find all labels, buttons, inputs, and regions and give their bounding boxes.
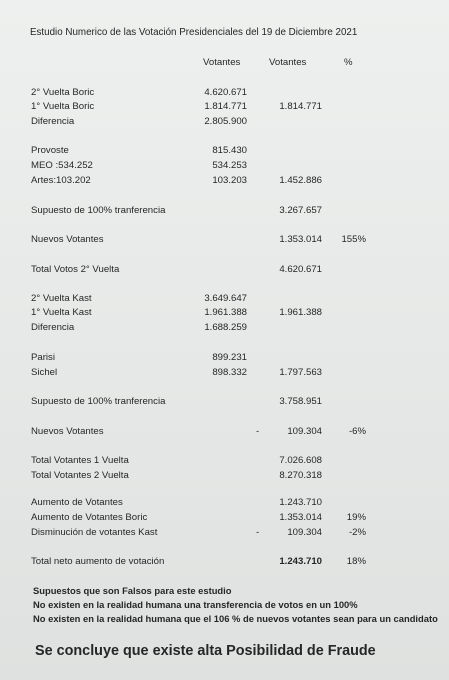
row-label: 1° Vuelta Kast: [31, 307, 92, 318]
row-votantes-2: 1.353.014: [279, 512, 322, 523]
row-dash: -: [256, 426, 260, 437]
row-label: Artes:103.202: [31, 175, 91, 186]
document-title: Estudio Numerico de las Votación Presidenciales del 19 de Diciembre 2021: [30, 27, 358, 38]
header-votantes-2: Votantes: [269, 57, 307, 68]
row-votantes-2: 1.452.886: [279, 175, 322, 186]
note-line-1: No existen en la realidad humana una transferencia de votos en un 100%: [33, 599, 358, 610]
row-votantes-1: 899.231: [212, 352, 247, 363]
row-votantes-1: 815.430: [212, 145, 247, 156]
row-votantes-1: 1.961.388: [204, 307, 247, 318]
row-label: Total Votos 2° Vuelta: [31, 264, 120, 275]
row-label: Nuevos Votantes: [31, 234, 104, 245]
row-votantes-2: 7.026.608: [279, 455, 322, 466]
row-label: 2° Vuelta Kast: [31, 293, 92, 304]
row-label: Total Votantes 2 Vuelta: [31, 470, 129, 481]
row-votantes-2: 109.304: [287, 527, 322, 538]
row-label: MEO :534.252: [31, 160, 93, 171]
row-dash: -: [256, 527, 260, 538]
row-votantes-1: 1.688.259: [204, 322, 247, 333]
row-label: Diferencia: [31, 322, 75, 333]
row-votantes-2: 3.267.657: [279, 205, 322, 216]
row-votantes-1: 2.805.900: [204, 116, 247, 127]
row-votantes-2: 1.814.771: [279, 101, 322, 112]
row-label: 1° Vuelta Boric: [31, 101, 95, 112]
row-percent: -2%: [348, 527, 366, 538]
row-percent: 155%: [341, 234, 366, 245]
row-votantes-1: 1.814.771: [204, 101, 247, 112]
row-votantes-1: 103.203: [212, 175, 247, 186]
row-label: Sichel: [31, 367, 58, 378]
row-label: Diferencia: [31, 116, 75, 127]
row-label: Supuesto de 100% tranferencia: [31, 205, 166, 216]
row-label: Parisi: [31, 352, 55, 363]
row-votantes-2: 1.243.710: [279, 556, 322, 567]
row-label: Nuevos Votantes: [31, 426, 104, 437]
row-votantes-2: 1.353.014: [279, 234, 322, 245]
conclusion: Se concluye que existe alta Posibilidad de Fraude: [35, 643, 376, 659]
row-votantes-2: 8.270.318: [279, 470, 322, 481]
row-label: Provoste: [31, 145, 69, 156]
row-votantes-1: 3.649.647: [204, 293, 247, 304]
row-label: Total Votantes 1 Vuelta: [31, 455, 129, 466]
note-line-2: No existen en la realidad humana que el 106 % de nuevos votantes sean para un candidato: [33, 613, 438, 624]
row-percent: -6%: [348, 426, 366, 437]
row-label: Aumento de Votantes Boric: [31, 512, 148, 523]
row-votantes-2: 1.243.710: [279, 497, 322, 508]
row-votantes-2: 1.797.563: [279, 367, 322, 378]
row-votantes-1: 898.332: [212, 367, 247, 378]
row-label: Supuesto de 100% tranferencia: [31, 396, 166, 407]
row-label: 2° Vuelta Boric: [31, 87, 95, 98]
row-votantes-2: 1.961.388: [279, 307, 322, 318]
row-label: Total neto aumento de votación: [31, 556, 165, 567]
row-votantes-2: 3.758.951: [279, 396, 322, 407]
notes-heading: Supuestos que son Falsos para este estudio: [33, 585, 232, 596]
row-votantes-2: 109.304: [287, 426, 322, 437]
row-percent: 19%: [346, 512, 366, 523]
row-percent: 18%: [346, 556, 366, 567]
row-label: Aumento de Votantes: [31, 497, 123, 508]
header-votantes-1: Votantes: [203, 57, 241, 68]
row-votantes-1: 4.620.671: [204, 87, 247, 98]
header-percent: %: [344, 57, 353, 68]
row-votantes-1: 534.253: [212, 160, 247, 171]
row-votantes-2: 4.620.671: [279, 264, 322, 275]
row-label: Disminución de votantes Kast: [31, 527, 158, 538]
